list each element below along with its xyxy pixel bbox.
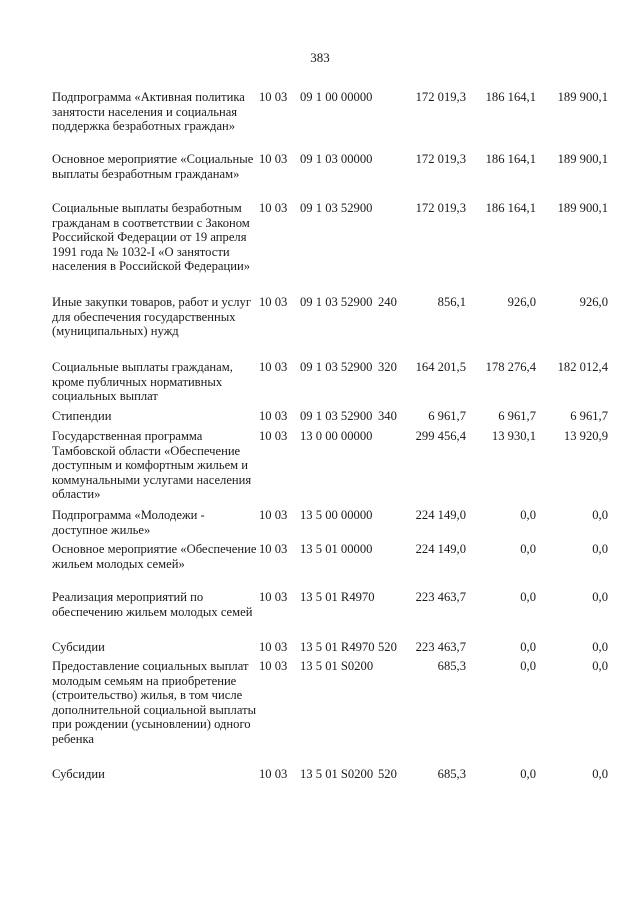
row-value-3: 926,0 bbox=[579, 295, 608, 309]
row-section: 10 03 bbox=[259, 659, 288, 673]
row-value-1: 299 456,4 bbox=[415, 429, 466, 443]
row-value-1: 223 463,7 bbox=[415, 640, 466, 654]
row-value-3: 182 012,4 bbox=[557, 360, 608, 374]
row-name: Иные закупки товаров, работ и услуг для обеспечения государственных (муниципальных) нужд bbox=[52, 295, 252, 339]
row-value-2: 186 164,1 bbox=[485, 90, 536, 104]
row-value-1: 172 019,3 bbox=[415, 152, 466, 166]
row-value-3: 0,0 bbox=[592, 659, 608, 673]
row-value-1: 164 201,5 bbox=[415, 360, 466, 374]
row-value-3: 0,0 bbox=[592, 767, 608, 781]
row-value-3: 13 920,9 bbox=[563, 429, 608, 443]
row-name: Субсидии bbox=[52, 767, 105, 781]
row-value-1: 172 019,3 bbox=[415, 201, 466, 215]
row-target-article: 13 5 01 R4970 bbox=[300, 640, 375, 654]
row-name: Субсидии bbox=[52, 640, 105, 654]
row-value-3: 189 900,1 bbox=[557, 90, 608, 104]
row-target-article: 09 1 03 00000 bbox=[300, 152, 373, 166]
row-name: Основное мероприятие «Социальные выплаты безработным гражданам» bbox=[52, 152, 254, 181]
row-value-3: 6 961,7 bbox=[570, 409, 608, 423]
row-value-2: 0,0 bbox=[520, 640, 536, 654]
row-value-3: 0,0 bbox=[592, 590, 608, 604]
row-value-2: 0,0 bbox=[520, 590, 536, 604]
page-number: 383 bbox=[310, 50, 330, 65]
row-value-1: 224 149,0 bbox=[415, 542, 466, 556]
row-section: 10 03 bbox=[259, 542, 288, 556]
row-target-article: 09 1 03 52900 bbox=[300, 360, 373, 374]
row-target-article: 09 1 03 52900 bbox=[300, 295, 373, 309]
row-name: Подпрограмма «Молодежи - доступное жилье» bbox=[52, 508, 205, 537]
row-value-1: 856,1 bbox=[437, 295, 466, 309]
row-value-2: 0,0 bbox=[520, 508, 536, 522]
row-section: 10 03 bbox=[259, 640, 288, 654]
row-value-1: 6 961,7 bbox=[428, 409, 466, 423]
row-value-2: 0,0 bbox=[520, 659, 536, 673]
row-name: Подпрограмма «Активная политика занятости населения и социальная поддержка безработных граждан» bbox=[52, 90, 245, 134]
row-name: Стипендии bbox=[52, 409, 112, 423]
row-target-article: 09 1 03 52900 bbox=[300, 409, 373, 423]
row-target-article: 13 5 01 R4970 bbox=[300, 590, 375, 604]
row-value-1: 224 149,0 bbox=[415, 508, 466, 522]
row-value-1: 172 019,3 bbox=[415, 90, 466, 104]
row-value-2: 0,0 bbox=[520, 542, 536, 556]
row-value-2: 178 276,4 bbox=[485, 360, 536, 374]
row-target-article: 13 0 00 00000 bbox=[300, 429, 373, 443]
row-value-2: 6 961,7 bbox=[498, 409, 536, 423]
row-value-2: 0,0 bbox=[520, 767, 536, 781]
row-target-article: 13 5 00 00000 bbox=[300, 508, 373, 522]
row-section: 10 03 bbox=[259, 508, 288, 522]
row-value-3: 0,0 bbox=[592, 640, 608, 654]
row-expense-type: 520 bbox=[378, 640, 397, 654]
row-section: 10 03 bbox=[259, 201, 288, 215]
row-value-1: 223 463,7 bbox=[415, 590, 466, 604]
row-target-article: 13 5 01 00000 bbox=[300, 542, 373, 556]
row-value-2: 13 930,1 bbox=[491, 429, 536, 443]
row-value-1: 685,3 bbox=[437, 659, 466, 673]
row-name: Реализация мероприятий по обеспечению жильем молодых семей bbox=[52, 590, 253, 619]
row-name: Предоставление социальных выплат молодым семьям на приобретение (строительство) жилья, в том числе дополнительной социальной выплаты при рождении (усыновлении) одного ребенка bbox=[52, 659, 257, 746]
row-value-3: 189 900,1 bbox=[557, 201, 608, 215]
row-section: 10 03 bbox=[259, 360, 288, 374]
row-value-2: 926,0 bbox=[507, 295, 536, 309]
row-target-article: 09 1 03 52900 bbox=[300, 201, 373, 215]
row-section: 10 03 bbox=[259, 767, 288, 781]
row-value-2: 186 164,1 bbox=[485, 201, 536, 215]
row-target-article: 13 5 01 S0200 bbox=[300, 659, 374, 673]
row-expense-type: 320 bbox=[378, 360, 397, 374]
row-name: Основное мероприятие «Обеспечение жильем молодых семей» bbox=[52, 542, 257, 571]
row-section: 10 03 bbox=[259, 152, 288, 166]
row-value-1: 685,3 bbox=[437, 767, 466, 781]
row-section: 10 03 bbox=[259, 590, 288, 604]
row-target-article: 13 5 01 S0200 bbox=[300, 767, 374, 781]
row-section: 10 03 bbox=[259, 90, 288, 104]
row-value-2: 186 164,1 bbox=[485, 152, 536, 166]
row-section: 10 03 bbox=[259, 409, 288, 423]
row-expense-type: 340 bbox=[378, 409, 397, 423]
row-name: Государственная программа Тамбовской области «Обеспечение доступным и комфортным жильем и коммунальными услугами населения области» bbox=[52, 429, 252, 502]
row-section: 10 03 bbox=[259, 429, 288, 443]
row-value-3: 189 900,1 bbox=[557, 152, 608, 166]
row-expense-type: 520 bbox=[378, 767, 397, 781]
row-target-article: 09 1 00 00000 bbox=[300, 90, 373, 104]
row-value-3: 0,0 bbox=[592, 542, 608, 556]
row-name: Социальные выплаты гражданам, кроме публичных нормативных социальных выплат bbox=[52, 360, 233, 404]
row-expense-type: 240 bbox=[378, 295, 397, 309]
row-name: Социальные выплаты безработным гражданам в соответствии с Законом Российской Федерации от 19 апреля 1991 года № 1032-I «О занятости населения в Российской Федерации» bbox=[52, 201, 251, 274]
row-section: 10 03 bbox=[259, 295, 288, 309]
row-value-3: 0,0 bbox=[592, 508, 608, 522]
